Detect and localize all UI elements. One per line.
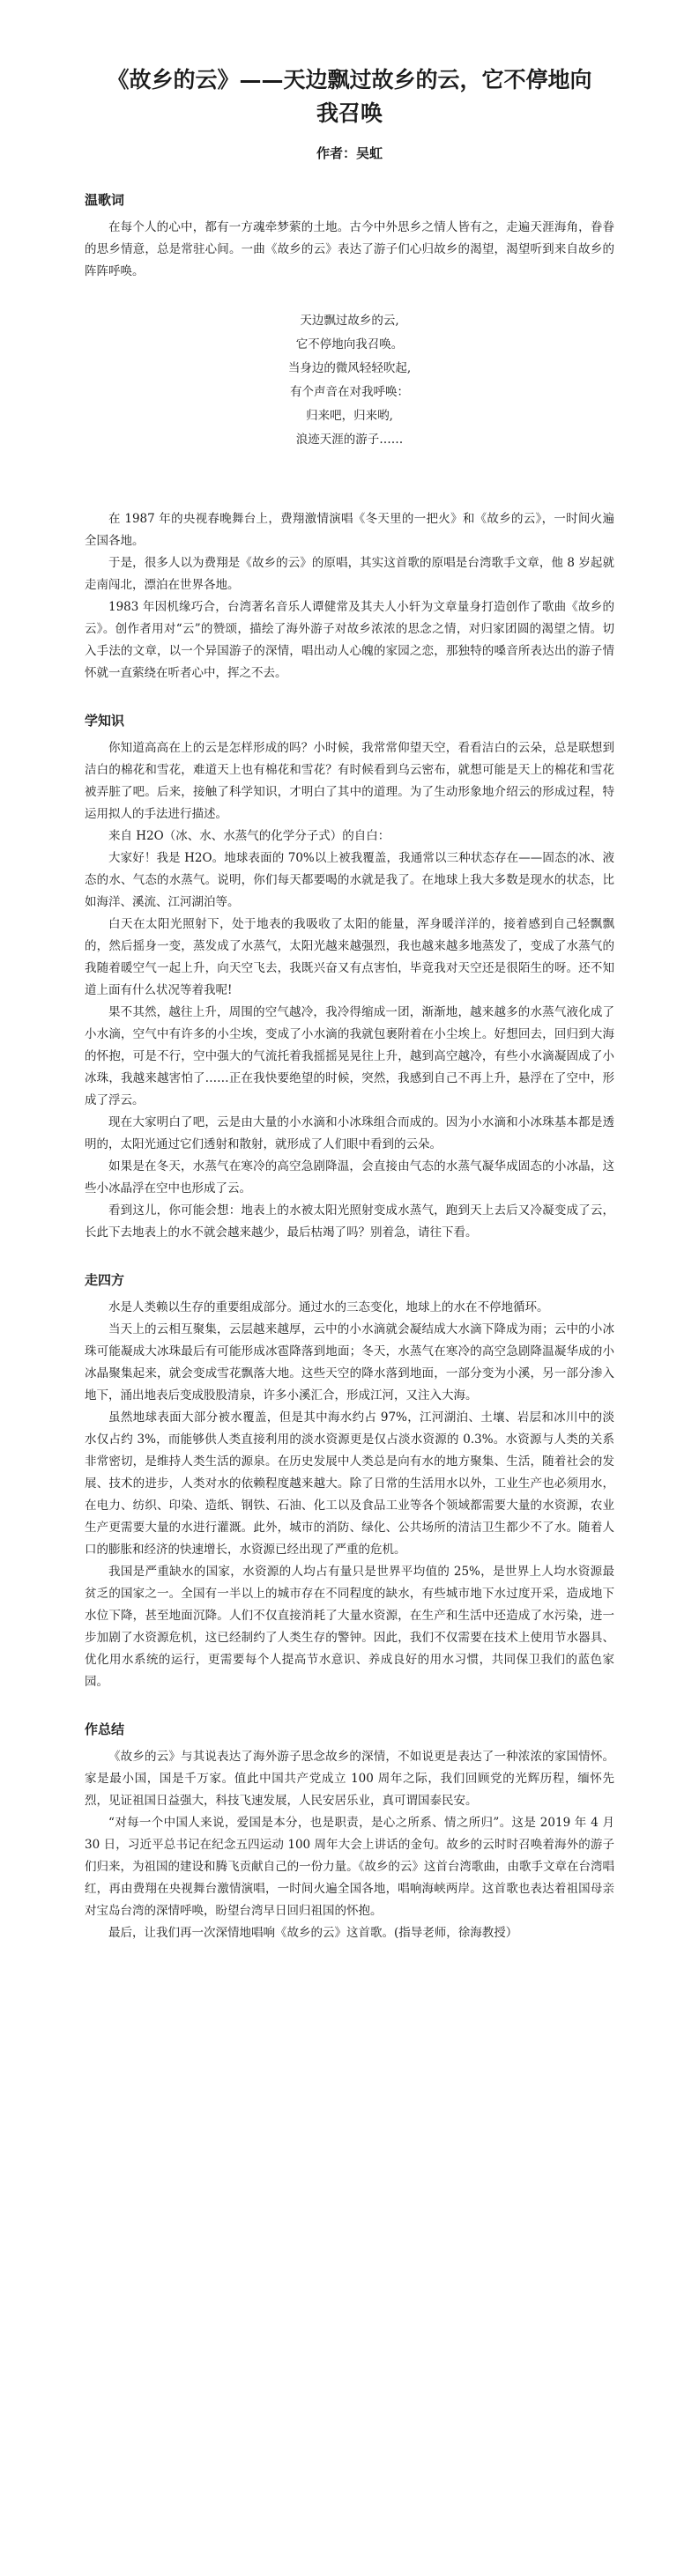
section-heading-knowledge: 学知识 xyxy=(85,713,125,729)
paragraph: 大家好！我是 H2O。地球表面的 70%以上被我覆盖，我通常以三种状态存在——固态的冰、液态的水、气态的水蒸气。说明，你们每天都要喝的水就是我了。在地球上我大多数是现水的状态，比如海洋、溪流、江河湖泊等。 xyxy=(85,851,614,909)
paragraph: 在 1987 年的央视春晚舞台上，费翔激情演唱《冬天里的一把火》和《故乡的云》，一时间火遍全国各地。 xyxy=(85,512,614,548)
lyric-line: 浪迹天涯的游子…… xyxy=(295,433,404,447)
paragraph: 我国是严重缺水的国家，水资源的人均占有量只是世界平均值的 25%，是世界上人均水资源最贫乏的国家之一。全国有一半以上的城市存在不同程度的缺水，有些城市地下水过度开采，造成地下水位下降，甚至地面沉降。人们不仅直接消耗了大量水资源，在生产和生活中还造成了水污染，进一步加剧了水资源危机，这已经制约了人类生存的警钟。因此，我们不仅需要在技术上使用节水器具、优化用水系统的运行，更需要每个人提高节水意识、养成良好的用水习惯，共同保卫我们的蓝色家园。 xyxy=(85,1565,614,1689)
paragraph: 当天上的云相互聚集，云层越来越厚，云中的小水滴就会凝结成大水滴下降成为雨；云中的小冰珠可能凝成大冰珠最后有可能形成冰雹降落到地面；冬天，水蒸气在寒冷的高空急剧降温凝华成的小冰晶聚集起来，就会变成雪花飘落大地。这些天空的降水落到地面，一部分变为小溪，另一部分渗入地下，涌出地表后变成股股清泉，许多小溪汇合，形成江河，又注入大海。 xyxy=(85,1322,614,1403)
lyric-line: 它不停地向我召唤。 xyxy=(295,337,404,352)
paragraph: 来自 H2O（冰、水、水蒸气的化学分子式）的自白： xyxy=(108,829,390,843)
lyric-line: 有个声音在对我呼唤： xyxy=(290,385,409,399)
paragraph: 果不其然，越往上升，周围的空气越冷，我冷得缩成一团，渐渐地，越来越多的水蒸气液化成了小水滴，空气中有许多的小尘埃，变成了小水滴的我就包裹附着在小尘埃上。好想回去，回归到大海的怀抱，可是不行，空中强大的气流托着我摇摇晃晃往上升，越到高空越冷，有些小水滴凝固成了小冰珠，我越来越害怕了……正在我快要绝望的时候，突然，我感到自己不再上升，悬浮在了空中，形成了浮云。 xyxy=(85,1005,614,1107)
lyric-line: 归来吧，归来哟, xyxy=(306,409,393,423)
paragraph: 如果是在冬天，水蒸气在寒冷的高空急剧降温，会直接由气态的水蒸气凝华成固态的小冰晶，这些小冰晶浮在空中也形成了云。 xyxy=(85,1159,614,1195)
paragraph: “对每一个中国人来说，爱国是本分，也是职责，是心之所系、情之所归”。这是 2019 年 4 月 30 日，习近平总书记在纪念五四运动 100 周年大会上讲话的金句。故乡的云时时召唤着海外的游子们归来，为祖国的建设和腾飞贡献自己的一份力量。《故乡的云》这首台湾歌曲，由歌手文章在台湾唱红，再由费翔在央视舞台激情演唱，一时间火遍全国各地，唱响海峡两岸。这首歌也表达着祖国母亲对宝岛台湾的深情呼唤，盼望台湾早日回归祖国的怀抱。 xyxy=(85,1816,614,1918)
section-heading-summary: 作总结 xyxy=(85,1721,125,1737)
author-line: 作者：吴虹 xyxy=(316,145,383,161)
lyrics-block xyxy=(85,309,614,452)
paragraph: 虽然地球表面大部分被水覆盖，但是其中海水约占 97%，江河湖泊、土壤、岩层和冰川中的淡水仅占约 3%，而能够供人类直接利用的淡水资源更是仅占淡水资源的 0.3%。水资源与人类的关系非常密切，是维持人类生活的源泉。在历史发展中人类总是向有水的地方聚集、生活，随着社会的发展、技术的进步，人类对水的依赖程度越来越大。除了日常的生活用水以外，工业生产也必须用水，在电力、纺织、印染、造纸、钢铁、石油、化工以及食品工业等各个领域都需要大量的水资源，农业生产更需要大量的水进行灌溉。此外，城市的消防、绿化、公共场所的清洁卫生都少不了水。随着人口的膨胀和经济的快速增长，水资源已经出现了严重的危机。 xyxy=(85,1410,614,1557)
paragraph: 你知道高高在上的云是怎样形成的吗？小时候，我常常仰望天空，看看洁白的云朵，总是联想到洁白的棉花和雪花，难道天上也有棉花和雪花？有时候看到乌云密布，就想可能是天上的棉花和雪花被弄脏了吧。后来，接触了科学知识，才明白了其中的道理。为了生动形象地介绍云的形成过程，特运用拟人的手法进行描述。 xyxy=(85,741,614,821)
paragraph: 在每个人的心中，都有一方魂牵梦萦的土地。古今中外思乡之情人皆有之，走遍天涯海角，眷眷的思乡情意，总是常驻心间。一曲《故乡的云》表达了游子们心归故乡的渴望，渴望听到来自故乡的阵阵呼唤。 xyxy=(85,220,614,278)
section-heading-travel: 走四方 xyxy=(85,1272,125,1288)
paragraph: 于是，很多人以为费翔是《故乡的云》的原唱，其实这首歌的原唱是台湾歌手文章，他 8 岁起就走南闯北，漂泊在世界各地。 xyxy=(85,556,614,592)
lyric-line: 天边飘过故乡的云, xyxy=(300,314,399,328)
paragraph: 水是人类赖以生存的重要组成部分。通过水的三态变化，地球上的水在不停地循环。 xyxy=(108,1300,549,1314)
lyric-line: 当身边的微风轻轻吹起, xyxy=(287,361,412,375)
paragraph: 1983 年因机缘巧合，台湾著名音乐人谭健常及其夫人小轩为文章量身打造创作了歌曲《故乡的云》。创作者用对“云”的赞颂，描绘了海外游子对故乡浓浓的思念之情，对归家团圆的渴望之情。切入手法的文章，以一个异国游子的深情，唱出动人心魄的家园之恋，那独特的嗓音所表达出的游子情怀就一直萦绕在听者心中，挥之不去。 xyxy=(85,600,614,680)
article-title: 《故乡的云》——天边飘过故乡的云，它不停地向我召唤 xyxy=(107,67,592,126)
paragraph: 看到这儿，你可能会想：地表上的水被太阳光照射变成水蒸气，跑到天上去后又冷凝变成了云，长此下去地表上的水不就会越来越少，最后枯竭了吗？别着急，请往下看。 xyxy=(85,1203,614,1240)
paragraph: 白天在太阳光照射下，处于地表的我吸收了太阳的能量，浑身暖洋洋的，接着感到自己轻飘飘的，然后摇身一变，蒸发成了水蒸气，太阳光越来越强烈，我也越来越多地蒸发了，变成了水蒸气的我随着暖空气一起上升，向天空飞去，我既兴奋又有点害怕，毕竟我对天空还是很陌生的呀。还不知道上面有什么状况等着我呢! xyxy=(85,917,614,997)
paragraph: 最后，让我们再一次深情地唱响《故乡的云》这首歌。(指导老师，徐海教授） xyxy=(108,1926,518,1940)
section-heading-lyrics: 温歌词 xyxy=(85,192,125,208)
paragraph: 现在大家明白了吧，云是由大量的小水滴和小冰珠组合而成的。因为小水滴和小冰珠基本都是透明的，太阳光通过它们透射和散射，就形成了人们眼中看到的云朵。 xyxy=(85,1115,614,1151)
paragraph: 《故乡的云》与其说表达了海外游子思念故乡的深情，不如说更是表达了一种浓浓的家国情怀。家是最小国，国是千万家。值此中国共产党成立 100 周年之际，我们回顾党的光辉历程，缅怀先烈，见证祖国日益强大，科技飞速发展，人民安居乐业，真可谓国泰民安。 xyxy=(85,1750,614,1808)
